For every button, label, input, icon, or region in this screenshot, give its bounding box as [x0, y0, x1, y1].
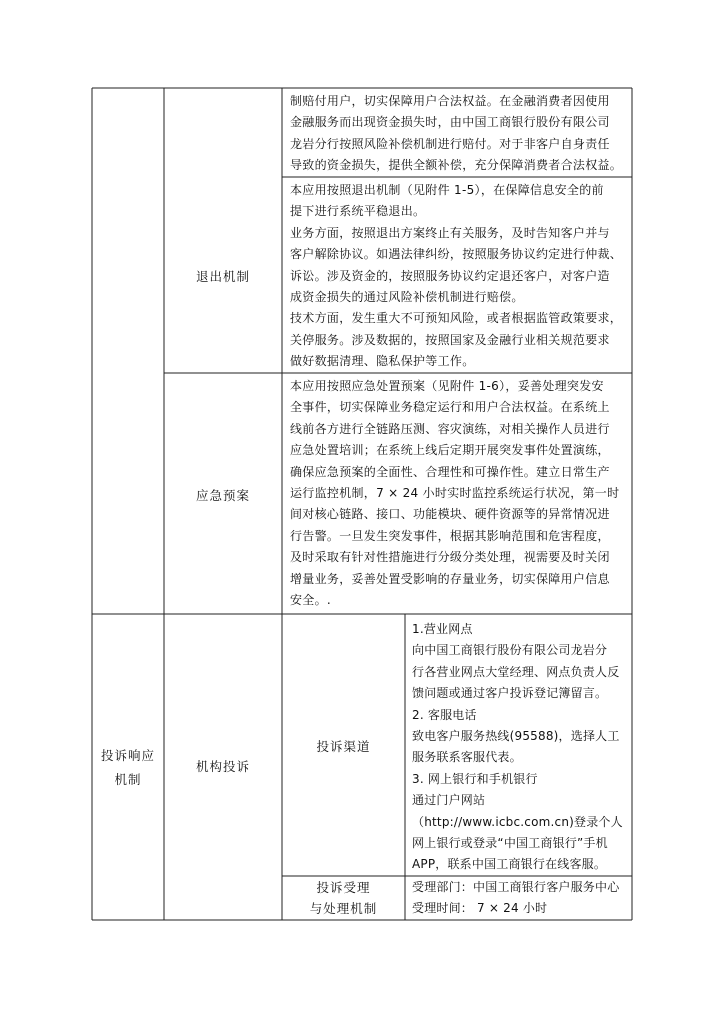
emergency-plan-text: [290, 376, 630, 611]
text-line: 确保应急预案的全面性、合理性和可操作性。建立日常生产: [290, 464, 610, 479]
text-line: 应急处置培训；在系统上线后定期开展突发事件处置演练，: [290, 443, 610, 458]
text-line: 提下进行系统平稳退出。: [290, 204, 426, 219]
label-line: 机制: [114, 772, 142, 787]
text-line: 服务联系客服代表。: [412, 750, 522, 765]
text-line: 全事件，切实保障业务稳定运行和用户合法权益。在系统上: [290, 400, 610, 415]
text-line: 金融服务而出现资金损失时，由中国工商银行股份有限公司: [290, 115, 610, 130]
text-line: 向中国工商银行股份有限公司龙岩分: [412, 643, 608, 658]
text-line: 客户解除协议。如遇法律纠纷，按照服务协议约定进行仲裁、: [290, 247, 623, 262]
complaint-channels-label: 投诉渠道: [316, 739, 371, 754]
institution-complaint-label: 机构投诉: [195, 759, 250, 774]
exit-mechanism-text: [290, 180, 630, 373]
text-line: 诉讼。涉及资金的，按照服务协议约定退还客户，对客户造: [290, 268, 610, 283]
text-line: 3. 网上银行和手机银行: [412, 771, 538, 786]
text-line: 导致的资金损失，提供全额补偿，充分保障消费者合法权益。: [290, 158, 623, 173]
text-line: 馈问题或通过客户投诉登记簿留言。: [412, 686, 608, 701]
text-line: 关停服务。涉及数据的，按照国家及金融行业相关规范要求: [290, 332, 610, 347]
text-line: 技术方面，发生重大不可预知风险，或者根据监管政策要求，: [290, 311, 623, 326]
complaint-channels-text: [412, 619, 630, 876]
text-line: 增量业务，妥善处置受影响的存量业务，切实保障用户信息: [290, 571, 610, 586]
text-line: 网上银行或登录“中国工商银行”手机: [412, 836, 608, 851]
text-line: 通过门户网站: [412, 793, 486, 808]
text-line: 线前各方进行全链路压测、容灾演练，对相关操作人员进行: [290, 421, 610, 436]
text-line: 受理时间： 7 × 24 小时: [412, 901, 548, 916]
complaint-handling-text: [412, 877, 630, 920]
compensation-text: [290, 91, 630, 177]
text-line: 业务方面，按照退出方案终止有关服务，及时告知客户并与: [290, 225, 610, 240]
text-line: 龙岩分行按照风险补偿机制进行赔付。对于非客户自身责任: [290, 136, 610, 151]
exit-mechanism-label: 退出机制: [195, 269, 250, 284]
text-line: APP，联系中国工商银行在线客服。: [412, 857, 607, 872]
text-line: 1.营业网点: [412, 622, 473, 636]
text-line: 本应用按照应急处置预案（见附件 1-6），妥善处理突发安: [290, 379, 604, 393]
text-line: 间对核心链路、接口、功能模块、硬件资源等的异常情况进: [290, 507, 610, 522]
text-line: 受理部门：中国工商银行客户服务中心: [412, 880, 620, 894]
label-line: 投诉响应: [100, 748, 155, 763]
text-line: 行各营业网点大堂经理、网点负责人反: [412, 664, 620, 679]
text-line: 致电客户服务热线(95588)，选择人工: [412, 729, 620, 744]
text-line: 成资金损失的通过风险补偿机制进行赔偿。: [290, 290, 524, 305]
text-line: 做好数据清理、隐私保护等工作。: [290, 354, 475, 369]
text-line: 安全。.: [290, 593, 332, 608]
text-line: 及时采取有针对性措施进行分级分类处理，视需要及时关闭: [290, 550, 610, 565]
text-line: （http://www.icbc.com.cn)登录个人: [412, 814, 623, 829]
text-line: 制赔付用户，切实保障用户合法权益。在金融消费者因使用: [290, 94, 610, 108]
complaint-handling-label: [282, 876, 405, 919]
complaint-response-label: [92, 744, 164, 792]
label-line: 与处理机制: [309, 901, 378, 916]
text-line: 运行监控机制，7 × 24 小时实时监控系统运行状况，第一时: [290, 486, 620, 501]
text-line: 本应用按照退出机制（见附件 1-5），在保障信息安全的前: [290, 183, 604, 197]
label-line: 投诉受理: [316, 880, 371, 895]
text-line: 2. 客服电话: [412, 707, 477, 722]
text-line: 行告警。一旦发生突发事件，根据其影响范围和危害程度，: [290, 528, 610, 543]
emergency-plan-label: 应急预案: [195, 488, 250, 503]
